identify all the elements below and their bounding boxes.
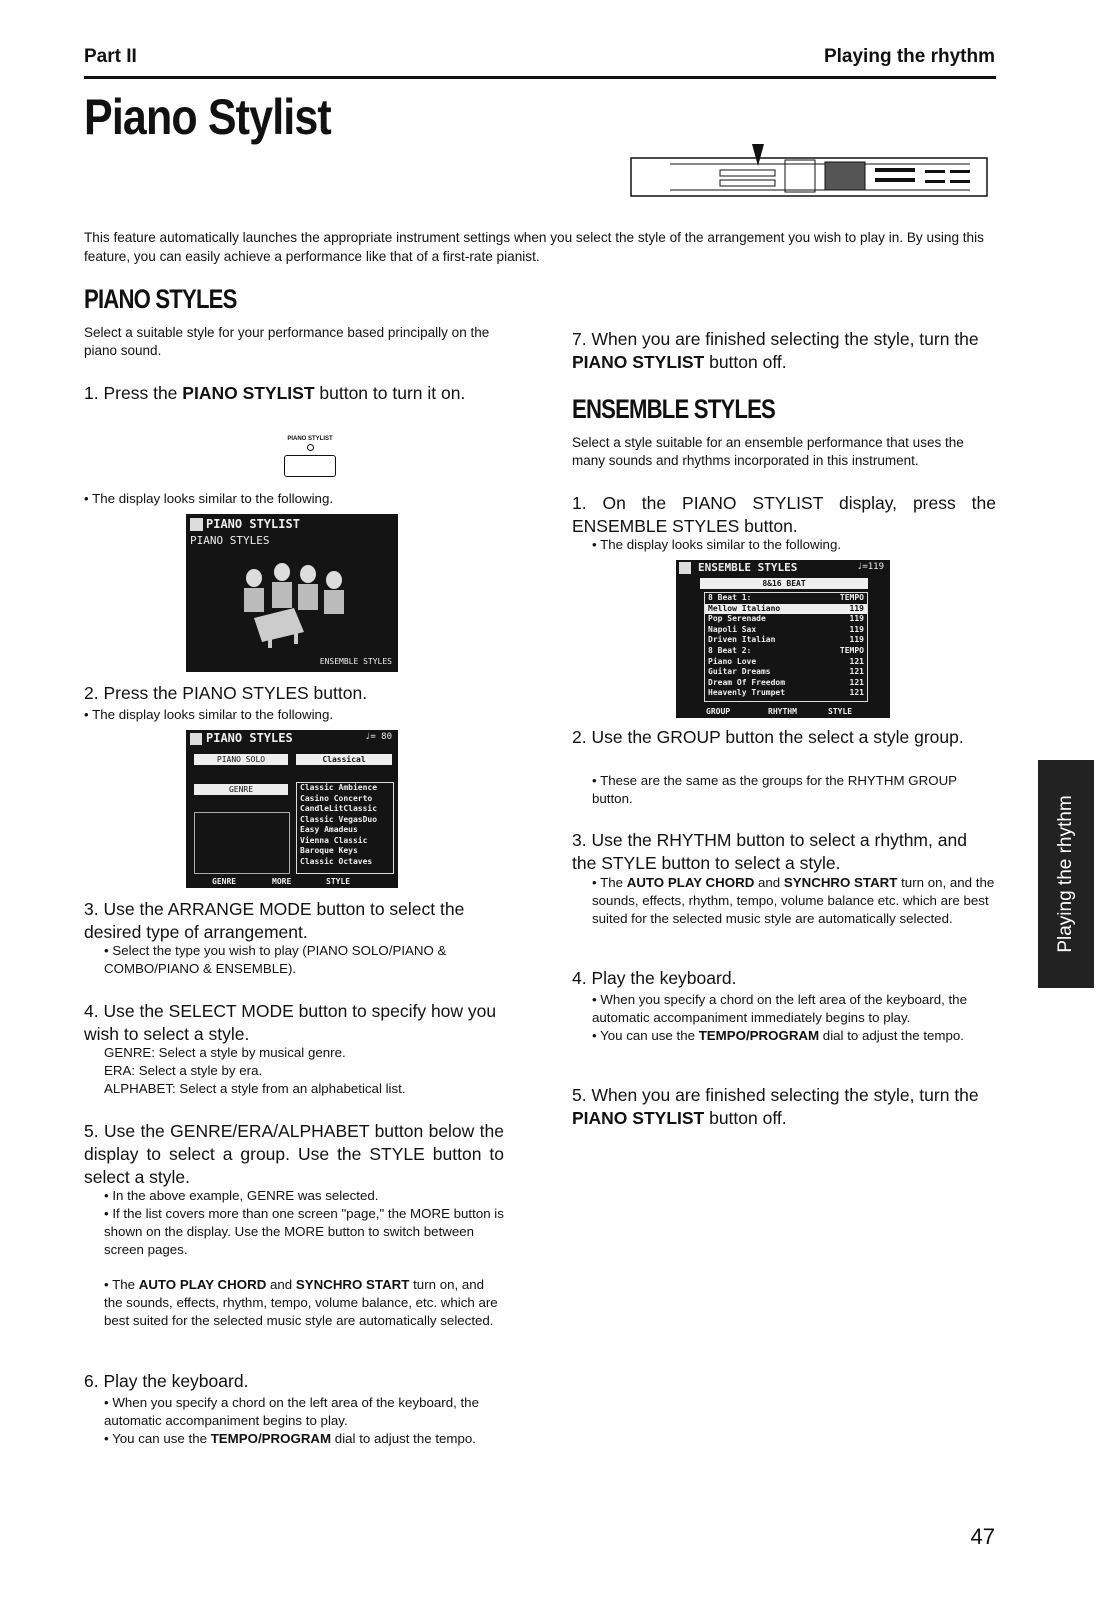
lcd-menu-piano-styles: PIANO STYLES [190,534,270,547]
lcd-piano-styles: PIANO STYLES ♩= 80 PIANO SOLO GENRE Classical Classic Ambience Casino Concerto CandleLitClassic Classic VegasDuo Easy Amadeus Vienna Classic Baroque Keys Classic Octaves GENRE MORE STYLE [186,730,398,888]
select-mode-alphabet: ALPHABET: Select a style from an alphabetical list. [104,1081,406,1096]
piano-step-5-bullet-2: • If the list covers more than one screen "page," the MORE button is shown on the display. Use the MORE button to switch between screen pages. [104,1206,504,1257]
keyboard-panel-illustration [630,140,990,200]
lcd-piano-stylist: PIANO STYLIST PIANO STYLES ENSEMBLE STYLES [186,514,398,672]
section-label: Playing the rhythm [823,46,995,67]
table-row[interactable]: Guitar Dreams 121 [708,667,864,677]
list-item[interactable]: Baroque Keys [300,846,358,855]
table-row[interactable]: 8 Beat 2: TEMPO [708,645,864,655]
piano-step-1: 1. Press the PIANO STYLIST button to turn it on. [84,383,466,403]
header-rule [84,76,996,79]
table-row[interactable]: Piano Love 121 [708,656,864,666]
ensemble-step-1-bullet: • The display looks similar to the following. [592,537,842,552]
piano-step-4: 4. Use the SELECT MODE button to specify how you wish to select a style. [84,1001,497,1044]
lcd-style-softkey[interactable]: STYLE [828,707,853,716]
ensemble-mode-icon [679,562,691,574]
piano-styles-heading: PIANO STYLES [84,284,237,314]
ensemble-step-1: 1. On the PIANO STYLIST display, press the ENSEMBLE STYLES button. [572,493,996,536]
piano-step-6-bullet-1: • When you specify a chord on the left area of the keyboard, the automatic accompaniment begins to play. [104,1395,479,1428]
piano-stylist-button-label: PIANO STYLIST [287,436,333,442]
side-tab [1038,760,1094,988]
lcd-group-box: 8&16 BEAT [700,578,868,589]
piano-step-2-bullet: • The display looks similar to the following. [84,707,334,722]
table-row[interactable]: Napoli Sax 119 [708,624,864,634]
piano-step-6: 6. Play the keyboard. [84,1371,249,1391]
ensemble-styles-desc: Select a style suitable for an ensemble performance that uses the many sounds and rhythms incorporated in this instrument. [572,435,964,468]
list-item[interactable]: Classic VegasDuo [300,814,378,824]
piano-stylist-button[interactable] [284,455,336,477]
piano-styles-desc: Select a suitable style for your performance based principally on the piano sound. [84,325,490,358]
piano-step-7: 7. When you are finished selecting the style, turn the PIANO STYLIST button off. [572,329,979,372]
piano-step-1-bullet: • The display looks similar to the following. [84,491,334,506]
piano-mode-icon [190,518,203,531]
lcd-rhythm-list [704,592,868,702]
part-label: Part II [84,46,137,67]
list-item[interactable]: CandleLitClassic [300,804,378,813]
select-mode-list [104,1044,504,1098]
table-row-selected[interactable]: Mellow Italiano 119 [705,604,867,615]
lcd-ensemble-styles-softkey[interactable]: ENSEMBLE STYLES [319,657,392,666]
lcd-tempo: ♩=119 [856,562,884,572]
ensemble-step-3-bullet: • The AUTO PLAY CHORD and SYNCHRO START turn on, and the sounds, effects, rhythm, tempo, volume balance etc. which are best suited for the selected music style are automatically selected. [592,875,995,926]
piano-auto-bullet: • The AUTO PLAY CHORD and SYNCHRO START turn on, and the sounds, effects, rhythm, tempo, volume balance, etc. which are best suited for the selected music style are automatically selected. [104,1277,498,1328]
table-row[interactable]: Driven Italian 119 [708,635,864,645]
lcd-select-mode-box: GENRE [194,784,288,795]
pianists-illustration-icon [234,558,354,650]
ensemble-step-4: 4. Play the keyboard. [572,968,737,988]
select-mode-era: ERA: Select a style by era. [104,1063,263,1078]
ensemble-step-3: 3. Use the RHYTHM button to select a rhythm, and the STYLE button to select a style. [572,830,967,873]
lcd-group-box: Classical [296,754,392,765]
lcd-group-softkey[interactable]: GROUP [706,707,731,716]
lcd-more-softkey[interactable]: MORE [272,877,292,886]
ensemble-step-2: 2. Use the GROUP button the select a style group. [572,727,964,747]
piano-step-5: 5. Use the GENRE/ERA/ALPHABET button below the display to select a group. Use the STYLE button to select a style. [84,1121,504,1187]
lcd-ensemble-styles: ENSEMBLE STYLES ♩=119 8&16 BEAT 8 Beat 1: TEMPO Mellow Italiano 119 Pop Serenade 119 Napoli Sax 119 Driven Italian 119 8 Beat 2: TEMPO Piano Love 121 Guitar Dreams 121 Dream Of Freedom 121 Heavenly Trumpet 121 GROUP RHYTHM STYLE [676,560,890,718]
lcd-style-softkey[interactable]: STYLE [326,877,351,886]
lcd-style-list [296,782,394,874]
table-row[interactable]: 8 Beat 1: TEMPO [708,593,864,602]
ensemble-step-5: 5. When you are finished selecting the style, turn the PIANO STYLIST button off. [572,1085,979,1128]
lcd-info-panel [194,812,290,874]
lcd-arrange-mode-box: PIANO SOLO [194,754,288,765]
ensemble-step-4-bullet-1: • When you specify a chord on the left area of the keyboard, the automatic accompaniment immediately begins to play. [592,992,967,1025]
piano-step-6-bullet-2: • You can use the TEMPO/PROGRAM dial to adjust the tempo. [104,1431,476,1446]
piano-mode-icon [190,733,202,745]
page-title: Piano Stylist [84,89,331,145]
table-row[interactable]: Heavenly Trumpet 121 [708,688,864,698]
lcd-genre-softkey[interactable]: GENRE [212,877,237,886]
page-number: 47 [970,1524,995,1549]
intro-text: This feature automatically launches the appropriate instrument settings when you select the style of the arrangement you wish to play in. By using this feature, you can easily achieve a performance like that of a first-rate pianist. [84,230,984,264]
list-item[interactable]: Classic Ambience [300,783,378,792]
list-item[interactable]: Vienna Classic [300,835,368,845]
list-item[interactable]: Classic Octaves [300,856,373,866]
table-row[interactable]: Pop Serenade 119 [708,614,864,624]
piano-step-3: 3. Use the ARRANGE MODE button to select the desired type of arrangement. [84,899,465,942]
piano-step-2: 2. Press the PIANO STYLES button. [84,683,368,703]
list-item[interactable]: Casino Concerto [300,793,373,803]
table-row[interactable]: Dream Of Freedom 121 [708,677,864,687]
ensemble-styles-heading: ENSEMBLE STYLES [572,394,775,424]
list-item[interactable]: Easy Amadeus [300,825,358,834]
select-mode-genre: GENRE: Select a style by musical genre. [104,1045,346,1060]
lcd-rhythm-softkey[interactable]: RHYTHM [768,707,797,716]
side-tab-label: Playing the rhythm [1055,795,1076,953]
lcd-tempo: ♩= 80 [364,732,392,742]
ensemble-step-4-bullet-2: • You can use the TEMPO/PROGRAM dial to adjust the tempo. [592,1028,964,1043]
piano-step-5-bullet-1: • In the above example, GENRE was selected. [104,1188,379,1203]
ensemble-step-2-bullet: • These are the same as the groups for the RHYTHM GROUP button. [592,773,957,806]
indicator-led-icon [307,444,314,451]
piano-step-3-bullet: • Select the type you wish to play (PIANO SOLO/PIANO & COMBO/PIANO & ENSEMBLE). [104,943,447,976]
